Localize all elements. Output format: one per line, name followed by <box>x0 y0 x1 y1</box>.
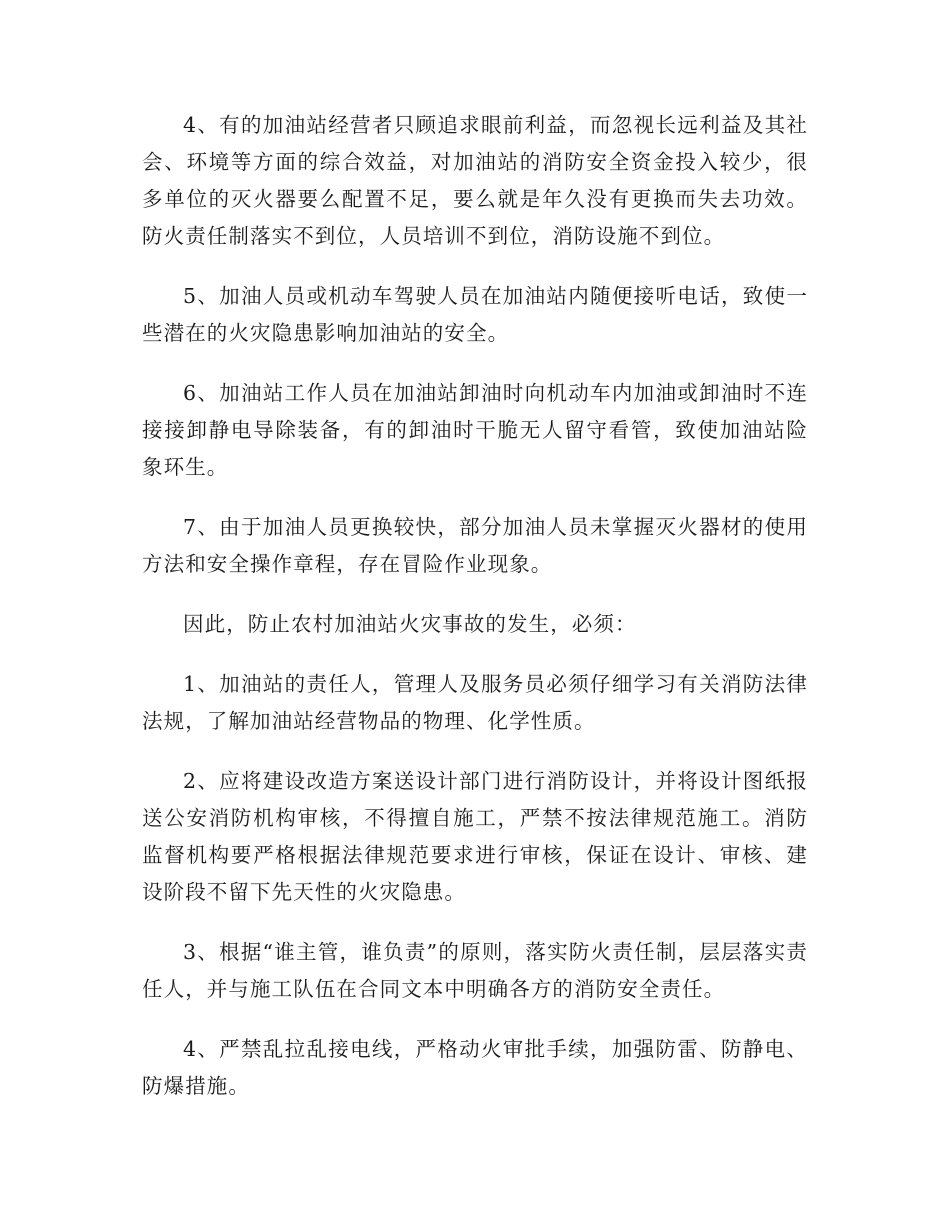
paragraph-4: 7、由于加油人员更换较快，部分加油人员未掌握灭火器材的使用方法和安全操作章程，存在冒险作业现象。 <box>142 515 808 576</box>
paragraph-6: 1、加油站的责任人，管理人及服务员必须仔细学习有关消防法律法规，了解加油站经营物品的物理、化学性质。 <box>142 672 808 733</box>
paragraph-5: 因此，防止农村加油站火灾事故的发生，必须： <box>183 612 637 636</box>
paragraph-3: 6、加油站工作人员在加油站卸油时向机动车内加油或卸油时不连接接卸静电导除装备，有的卸油时干脆无人留守看管，致使加油站险象环生。 <box>142 381 808 479</box>
paragraph-7: 2、应将建设改造方案送设计部门进行消防设计，并将设计图纸报送公安消防机构审核，不得擅自施工，严禁不按法律规范施工。消防监督机构要严格根据法律规范要求进行审核，保证在设计、审核、建设阶段不留下先天性的火灾隐患。 <box>142 769 808 904</box>
paragraph-9: 4、严禁乱拉乱接电线，严格动火审批手续，加强防雷、防静电、防爆措施。 <box>142 1037 808 1098</box>
paragraph-1: 4、有的加油站经营者只顾追求眼前利益，而忽视长远利益及其社会、环境等方面的综合效益，对加油站的消防安全资金投入较少，很多单位的灭火器要么配置不足，要么就是年久没有更换而失去功效。防火责任制落实不到位，人员培训不到位，消防设施不到位。 <box>142 113 808 248</box>
paragraph-8: 3、根据“谁主管，谁负责”的原则，落实防火责任制，层层落实责任人，并与施工队伍在合同文本中明确各方的消防安全责任。 <box>142 940 808 1001</box>
document-body <box>142 107 808 1105</box>
paragraph-2: 5、加油人员或机动车驾驶人员在加油站内随便接听电话，致使一些潜在的火灾隐患影响加油站的安全。 <box>142 284 808 345</box>
